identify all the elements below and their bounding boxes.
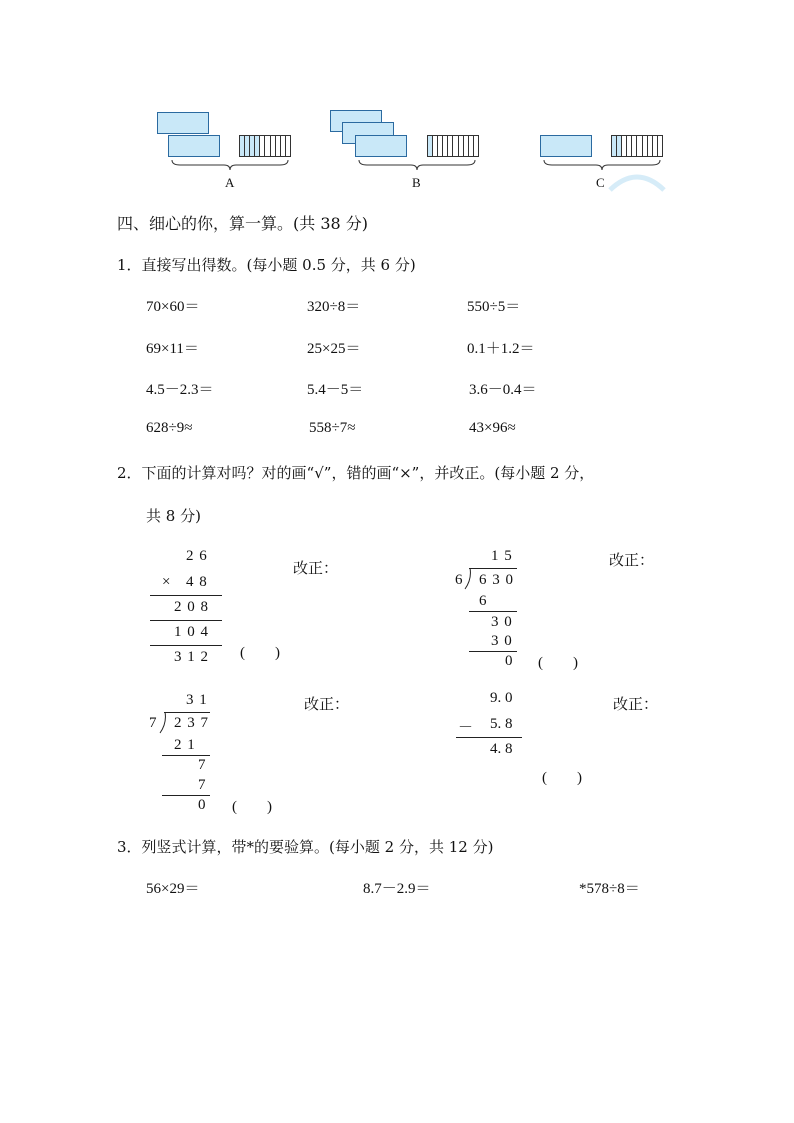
calc-c-quot: 3 1 bbox=[186, 692, 208, 708]
calc-d-blank[interactable]: ( ) bbox=[542, 770, 582, 786]
q3-item: 8.7－2.9＝ bbox=[363, 881, 431, 897]
calc-b-s2: 3 0 bbox=[491, 614, 513, 630]
calc-a-blank[interactable]: ( ) bbox=[240, 645, 280, 661]
calc-d-res: 4. 8 bbox=[490, 741, 513, 757]
q1-item: 558÷7≈ bbox=[309, 420, 356, 436]
calc-d-op: － bbox=[458, 720, 474, 736]
watermark-arc-icon bbox=[606, 168, 668, 192]
q2-title-line2: 共 8 分) bbox=[146, 507, 201, 525]
calc-a-rule-3 bbox=[150, 645, 222, 646]
calc-a-correct-label: 改正： bbox=[293, 559, 339, 577]
calc-a-rule-1 bbox=[150, 595, 222, 596]
q1-item: 4.5－2.3＝ bbox=[146, 382, 214, 398]
block-b-rect-3 bbox=[355, 135, 407, 157]
calc-d-sub: 5. 8 bbox=[490, 716, 513, 732]
q2-title-line1: 2．下面的计算对吗？对的画“√”，错的画“×”，并改正。(每小题 2 分， bbox=[117, 464, 595, 482]
calc-b-rule-2 bbox=[469, 651, 517, 652]
calc-c-rem: 0 bbox=[198, 797, 206, 813]
calc-b-dividend: 6 3 0 bbox=[479, 572, 514, 588]
q1-item: 3.6－0.4＝ bbox=[469, 382, 537, 398]
block-a-rect-1 bbox=[157, 112, 209, 134]
q1-item: 70×60＝ bbox=[146, 299, 200, 315]
brace-a-icon bbox=[170, 158, 290, 172]
q1-item: 25×25＝ bbox=[307, 341, 361, 357]
q1-title: 1．直接写出得数。(每小题 0.5 分，共 6 分) bbox=[117, 256, 416, 274]
q3-title: 3．列竖式计算，带*的要验算。(每小题 2 分，共 12 分) bbox=[117, 838, 494, 856]
calc-a-rule-2 bbox=[150, 620, 222, 621]
calc-c-correct-label: 改正： bbox=[304, 695, 350, 713]
calc-c-bar bbox=[164, 712, 210, 713]
figure-label-b: B bbox=[412, 175, 421, 190]
calc-b-bar bbox=[469, 568, 517, 569]
block-a-grid bbox=[239, 135, 291, 157]
figure-label-a: A bbox=[225, 175, 235, 190]
section4-title: 四、细心的你，算一算。(共 38 分) bbox=[117, 214, 369, 233]
calc-a-res: 3 1 2 bbox=[174, 649, 209, 665]
q3-item: 56×29＝ bbox=[146, 881, 200, 897]
block-c-rect-1 bbox=[540, 135, 592, 157]
block-c-grid bbox=[611, 135, 663, 157]
calc-a-p2: 1 0 4 bbox=[174, 624, 209, 640]
q1-item: 5.4－5＝ bbox=[307, 382, 364, 398]
calc-b-rem: 0 bbox=[505, 653, 513, 669]
q1-item: 69×11＝ bbox=[146, 341, 199, 357]
calc-b-correct-label: 改正： bbox=[609, 551, 655, 569]
calc-b-bracket-icon bbox=[462, 568, 472, 590]
calc-c-rule-1 bbox=[162, 755, 210, 756]
brace-b-icon bbox=[357, 158, 477, 172]
block-b-grid bbox=[427, 135, 479, 157]
calc-c-s1: 2 1 bbox=[174, 737, 196, 753]
calc-c-s2: 7 bbox=[198, 757, 206, 773]
calc-d-correct-label: 改正： bbox=[613, 695, 659, 713]
calc-c-s3: 7 bbox=[198, 777, 206, 793]
calc-c-rule-2 bbox=[162, 795, 210, 796]
q1-item: 43×96≈ bbox=[469, 420, 516, 436]
calc-b-divisor: 6 bbox=[455, 572, 463, 588]
block-a-rect-2 bbox=[168, 135, 220, 157]
calc-c-blank[interactable]: ( ) bbox=[232, 799, 272, 815]
q1-item: 628÷9≈ bbox=[146, 420, 193, 436]
q3-item: *578÷8＝ bbox=[579, 881, 640, 897]
calc-b-s3: 3 0 bbox=[491, 633, 513, 649]
calc-d-top: 9. 0 bbox=[490, 690, 513, 706]
calc-a-top: 2 6 bbox=[186, 548, 208, 564]
calc-c-divisor: 7 bbox=[149, 715, 157, 731]
figure-label-c: C bbox=[596, 175, 605, 190]
calc-b-blank[interactable]: ( ) bbox=[538, 655, 578, 671]
calc-a-op: × bbox=[162, 574, 171, 590]
calc-c-bracket-icon bbox=[157, 712, 167, 734]
calc-b-s1: 6 bbox=[479, 593, 487, 609]
calc-d-rule bbox=[456, 737, 522, 738]
q1-item: 0.1＋1.2＝ bbox=[467, 341, 535, 357]
q1-item: 320÷8＝ bbox=[307, 299, 361, 315]
calc-b-rule-1 bbox=[469, 611, 517, 612]
calc-a-p1: 2 0 8 bbox=[174, 599, 209, 615]
q1-item: 550÷5＝ bbox=[467, 299, 521, 315]
calc-b-quot: 1 5 bbox=[491, 548, 513, 564]
calc-c-dividend: 2 3 7 bbox=[174, 715, 209, 731]
calc-a-mult: 4 8 bbox=[186, 574, 208, 590]
